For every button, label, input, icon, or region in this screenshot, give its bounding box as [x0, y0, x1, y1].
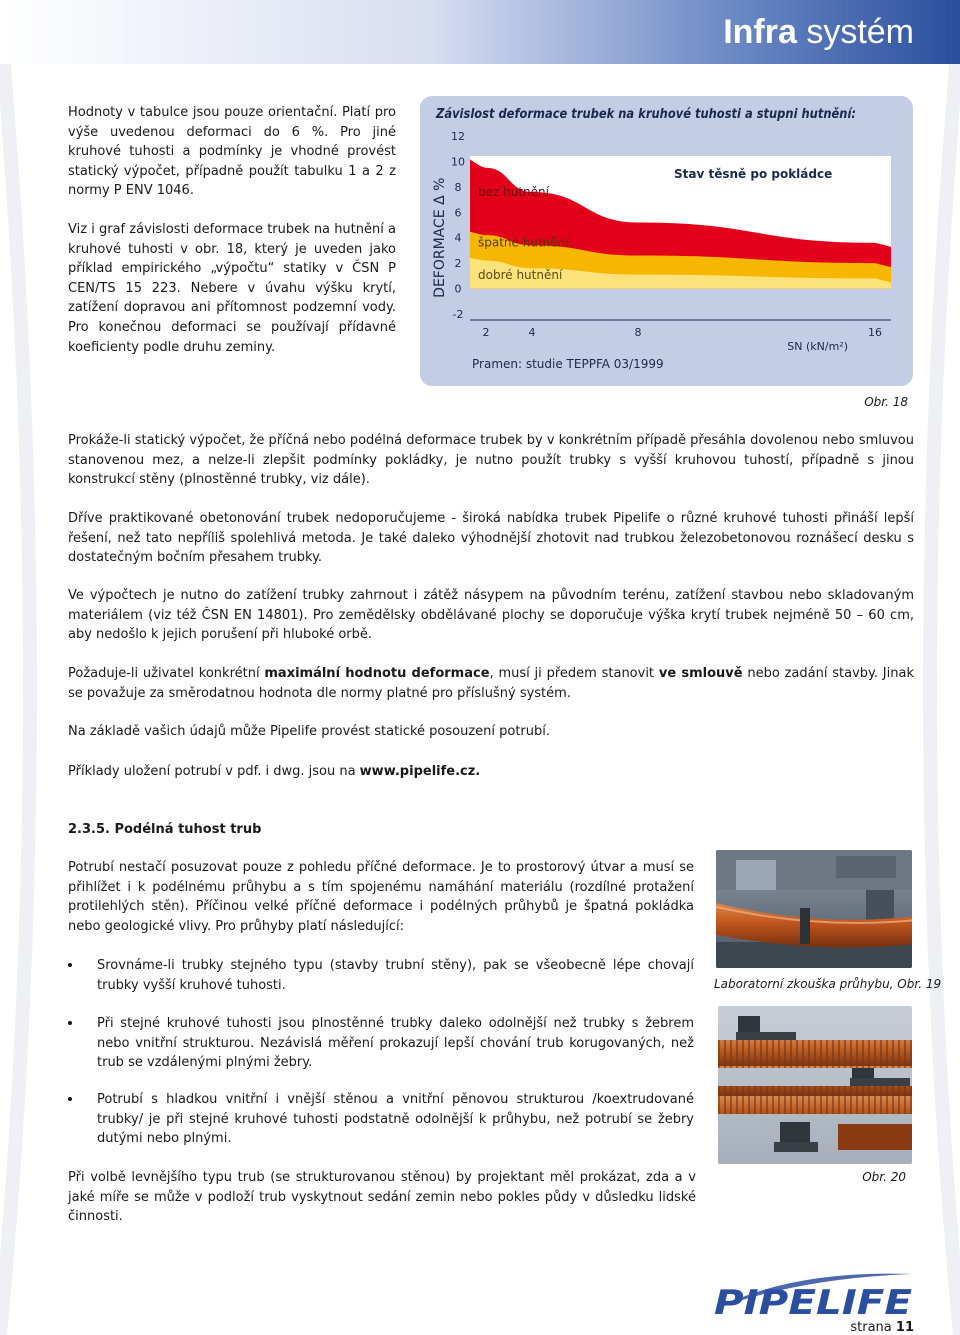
series-label-bez-hutneni: bez hutnění [478, 184, 549, 199]
p6-part-a: Požaduje-li uživatel konkrétní [68, 666, 265, 681]
corrugated-pipe-image [718, 1006, 912, 1164]
x-tick-label: 16 [868, 326, 882, 339]
intro-paragraph-2: Viz i graf závislosti deformace trubek na hutnění a kruhové tuhosti v obr. 18, který je uveden jako příklad empirického „výpočtu“ statiky v ČSN P CEN/TS 15 223. Nebere v úvahu výšku krytí, zatížení dopravou ani přítomnost podzemní vody. Pro konečnou deformaci se používají přídavné koeficienty podle druhu zeminy. [68, 222, 396, 355]
bullet-dot [68, 1021, 72, 1025]
section-title: 2.3.5. Podélná tuhost trub [68, 822, 262, 837]
figure-20-caption: Obr. 20 [862, 1170, 906, 1184]
figure-19-caption: Laboratorní zkouška průhybu, Obr. 19 [714, 977, 942, 991]
y-axis-label: DEFORMACE Δ % [432, 177, 448, 298]
y-tick-label: 4 [454, 231, 462, 245]
chart-source: Pramen: studie TEPPFA 03/1999 [472, 357, 664, 371]
paragraph-8 [68, 762, 914, 782]
paragraph-3: Prokáže-li statický výpočet, že příčná nebo podélná deformace trubek by v konkrétním případě přesáhla dovolenou nebo smluvou stanovenou mez, a nelze-li zlepšit podmínky pokládky, je nutno použít trubky s vyšší kruhovou tuhostí, případně s jinou konstrukcí stěny (plnostěnné trubky, viz dále). [68, 433, 914, 488]
paragraph-7: Na základě vašich údajů může Pipelife provést statické posouzení potrubí. [68, 724, 551, 739]
bullet-dot [68, 963, 72, 967]
series-label-dobre-hutneni: dobré hutnění [478, 268, 563, 283]
header-band [0, 0, 960, 64]
p6-part-e: nebo zadání stavby. Jinak se považuje za směrodatnou hodnota dle normy platné pro příslušný systém. [68, 666, 914, 701]
paragraph-4: Dříve praktikované obetonování trubek nedoporučujeme - široká nabídka trubek Pipelife o různé kruhové tuhosti přináší lepší řešení, než tato nepříliš spolehlivá metoda. Je také daleko výhodnější zhotovit nad trubkou železobetonovou roznášecí desku s dostatečným bočním přesahem trubky. [68, 511, 914, 566]
y-tick-label: 0 [454, 282, 462, 296]
x-tick-label: 2 [482, 326, 490, 339]
x-tick-label: 4 [528, 326, 536, 339]
pipelife-link[interactable]: www.pipelife.cz. [359, 764, 481, 779]
brand-light: systém [796, 13, 914, 51]
y-tick-label: 2 [454, 257, 462, 271]
y-tick-label: 6 [454, 206, 462, 220]
y-tick-label: 12 [451, 130, 465, 143]
paragraph-6 [68, 664, 914, 703]
page-label: strana [850, 1320, 892, 1335]
corrugated-pipe-photo [718, 1006, 912, 1164]
bullet-item-1: Srovnáme-li trubky stejného typu (stavby trubní stěny), pak se všeobecně lépe chovají trubky vyšší kruhové tuhosti. [97, 958, 694, 993]
bullet-item-2: Při stejné kruhové tuhosti jsou plnostěnné trubky daleko odolnější než trubky s žebrem nebo vnitřní strukturou. Nezávislá měření prokazují lepší chování trub korugovaných, než trub se vzdálenými plnými žebry. [97, 1016, 694, 1071]
figure-18-caption: Obr. 18 [864, 395, 908, 409]
logo-text: PIPELIFE [714, 1283, 912, 1318]
y-tick-label: 8 [454, 180, 462, 194]
y-tick-label: 10 [451, 155, 465, 169]
p6-bold-max-deformation: maximální hodnotu deformace [264, 666, 490, 681]
bullet-dot [68, 1097, 72, 1101]
lab-test-photo [716, 850, 912, 968]
y-tick-label: -2 [452, 308, 464, 321]
page-number-value: 11 [895, 1320, 914, 1335]
paragraph-10: Při volbě levnějšího typu trub (se strukturovanou stěnou) by projektant měl prokázat, zda a v jaké míře se může v podloží trub vyskytnout sedání zemin nebo pokles půdy v důsledku lidské činnosti. [68, 1170, 696, 1225]
chart-title: Závislost deformace trubek na kruhové tuhosti a stupni hutnění: [435, 107, 856, 122]
paragraph-9: Potrubí nestačí posuzovat pouze z pohledu příčné deformace. Je to prostorový útvar a musí se přihlížet i k podélnému průhybu a s tím spojenému namáhání materiálu (rozdílné protažení protilehlých stěn). Příčinou velké příčné deformace i podélných průhybů je špatná pokládka nebo geologické vlivy. Pro průhyby platí následující: [68, 860, 694, 934]
x-tick-label: 8 [634, 326, 642, 339]
p8-text: Příklady uložení potrubí v pdf. i dwg. jsou na [68, 764, 360, 779]
p6-bold-contract: ve smlouvě [658, 666, 743, 681]
brand-title [723, 12, 914, 52]
page-number [850, 1320, 914, 1335]
chart-canvas [420, 96, 913, 386]
series-label-spatne-hutneni: špatné hutnění [478, 235, 569, 250]
p6-part-c: , musí ji předem stanovit [489, 666, 659, 681]
lab-test-image [716, 850, 912, 968]
brand-bold: Infra [723, 13, 797, 51]
x-axis-label: SN (kN/m²) [787, 340, 848, 353]
chart-annotation: Stav těsně po pokládce [674, 167, 833, 181]
paragraph-5: Ve výpočtech je nutno do zatížení trubky zahrnout i zátěž násypem na původním terénu, zatížení stavbou nebo skladovaným materiálem (viz též ČSN EN 14801). Pro zemědělsky obdělávané plochy se doporučuje výška krytí trubek nejméně 50 – 60 cm, aby nedošlo k jejich porušení při hluboké orbě. [68, 588, 914, 643]
pipelife-logo [712, 1268, 918, 1318]
deformation-chart [420, 96, 913, 386]
intro-paragraph-1: Hodnoty v tabulce jsou pouze orientační. Platí pro výše uvedenou deformaci do 6 %. Pro jiné kruhové tuhosti a podmínky je vhodné provést statický výpočet, případně použít tabulku 1 a 2 z normy P ENV 1046. [68, 105, 396, 199]
bullet-item-3: Potrubí s hladkou vnitřní i vnější stěnou a vnitřní pěnovou strukturou /koextrudované trubky/ je při stejné kruhové tuhosti podstatně odolnější k průhybu, než potrubí se žebry dutými nebo plnými. [97, 1092, 694, 1147]
